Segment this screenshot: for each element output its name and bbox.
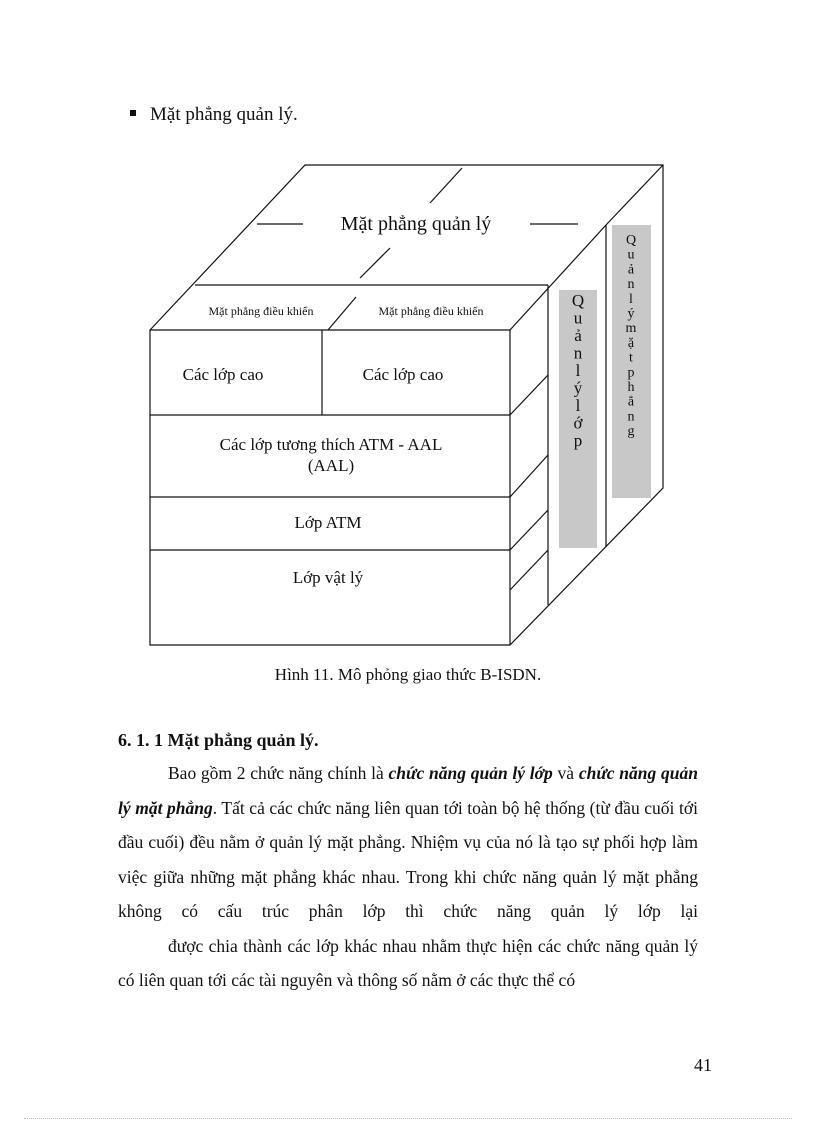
plane-management-letter: t [629, 350, 633, 366]
p1-text-e: . Tất cả các chức năng liên quan tới toàn bộ hệ thống (từ đầu cuối tới đầu cuối) đều nằm ở quản lý mặt phẳng. Nhiệm vụ của nó là tạo sự phối hợp làm việc giữa những mặt phẳng khác nhau. Trong khi chức năng quản lý mặt phẳng không có cấu trúc phân lớp thì chức năng quản lý lớp lại [118, 797, 698, 921]
plane-management-letter: ý [627, 306, 635, 322]
layer-management-letter: p [573, 431, 583, 450]
plane-management-letter: ẳ [627, 394, 635, 410]
side-diag-1 [510, 375, 548, 415]
aal-label-line1: Các lớp tương thích ATM - AAL [219, 435, 443, 454]
top-divider-3 [328, 297, 356, 330]
layer-management-letter: Q [571, 291, 585, 310]
top-divider-2 [360, 248, 390, 278]
section-heading: 6. 1. 1 Mặt phẳng quản lý. [118, 730, 319, 750]
page-number: 41 [694, 1055, 712, 1075]
plane-management-letter: l [629, 291, 633, 307]
layer-management-letter: ả [574, 326, 582, 345]
top-plane-label: Mặt phẳng quản lý [340, 213, 492, 235]
control-plane-left-label: Mặt phẳng điều khiển [208, 304, 314, 318]
higher-layers-right-label: Các lớp cao [362, 365, 444, 384]
plane-management-letter: n [627, 409, 635, 425]
atm-layer-label: Lớp ATM [294, 513, 362, 532]
control-plane-right-label: Mặt phẳng điều khiển [378, 304, 484, 318]
plane-management-letter: p [627, 365, 635, 381]
p1-text-c: và [552, 763, 579, 783]
plane-management-letter: Q [625, 233, 637, 248]
layer-management-letter: l [575, 396, 581, 415]
side-diag-4 [510, 550, 548, 590]
layer-management-letter: ớ [573, 413, 583, 433]
layer-management-letter: n [573, 343, 583, 363]
page-bottom-rule [24, 1118, 792, 1119]
aal-label-line2: (AAL) [307, 456, 355, 475]
paragraph-1 [118, 756, 698, 929]
body-text [118, 756, 698, 998]
physical-layer-label: Lớp vật lý [292, 568, 364, 587]
plane-management-letter: m [625, 321, 637, 337]
plane-management-letter: ả [627, 262, 635, 278]
bullet-text: Mặt phẳng quản lý. [150, 104, 298, 125]
inner-edge-1b [606, 165, 663, 225]
p1-emphasis-plane-management: chức năng quản lý mặt phẳng [118, 763, 698, 818]
figure-caption: Hình 11. Mô phỏng giao thức B-ISDN. [274, 665, 542, 684]
plane-management-letter: n [627, 277, 635, 293]
p1-emphasis-layer-management: chức năng quản lý lớp [388, 763, 553, 783]
top-divider-1 [430, 168, 462, 203]
plane-management-letter: g [627, 424, 635, 440]
layer-management-letter: ý [573, 378, 583, 398]
plane-management-letter: u [627, 247, 635, 263]
side-diag-3 [510, 510, 548, 550]
paragraph-2: được chia thành các lớp khác nhau nhằm thực hiện các chức năng quản lý có liên quan tới các tài nguyên và thông số nằm ở các thực thể có [118, 935, 698, 990]
higher-layers-left-label: Các lớp cao [182, 365, 264, 384]
layer-management-letter: l [575, 361, 581, 380]
plane-management-letter: h [627, 380, 635, 395]
plane-management-letter: ặ [627, 335, 635, 351]
p1-text-a: Bao gồm 2 chức năng chính là [168, 763, 389, 783]
side-diag-2 [510, 455, 548, 497]
layer-management-letter: u [573, 308, 583, 328]
